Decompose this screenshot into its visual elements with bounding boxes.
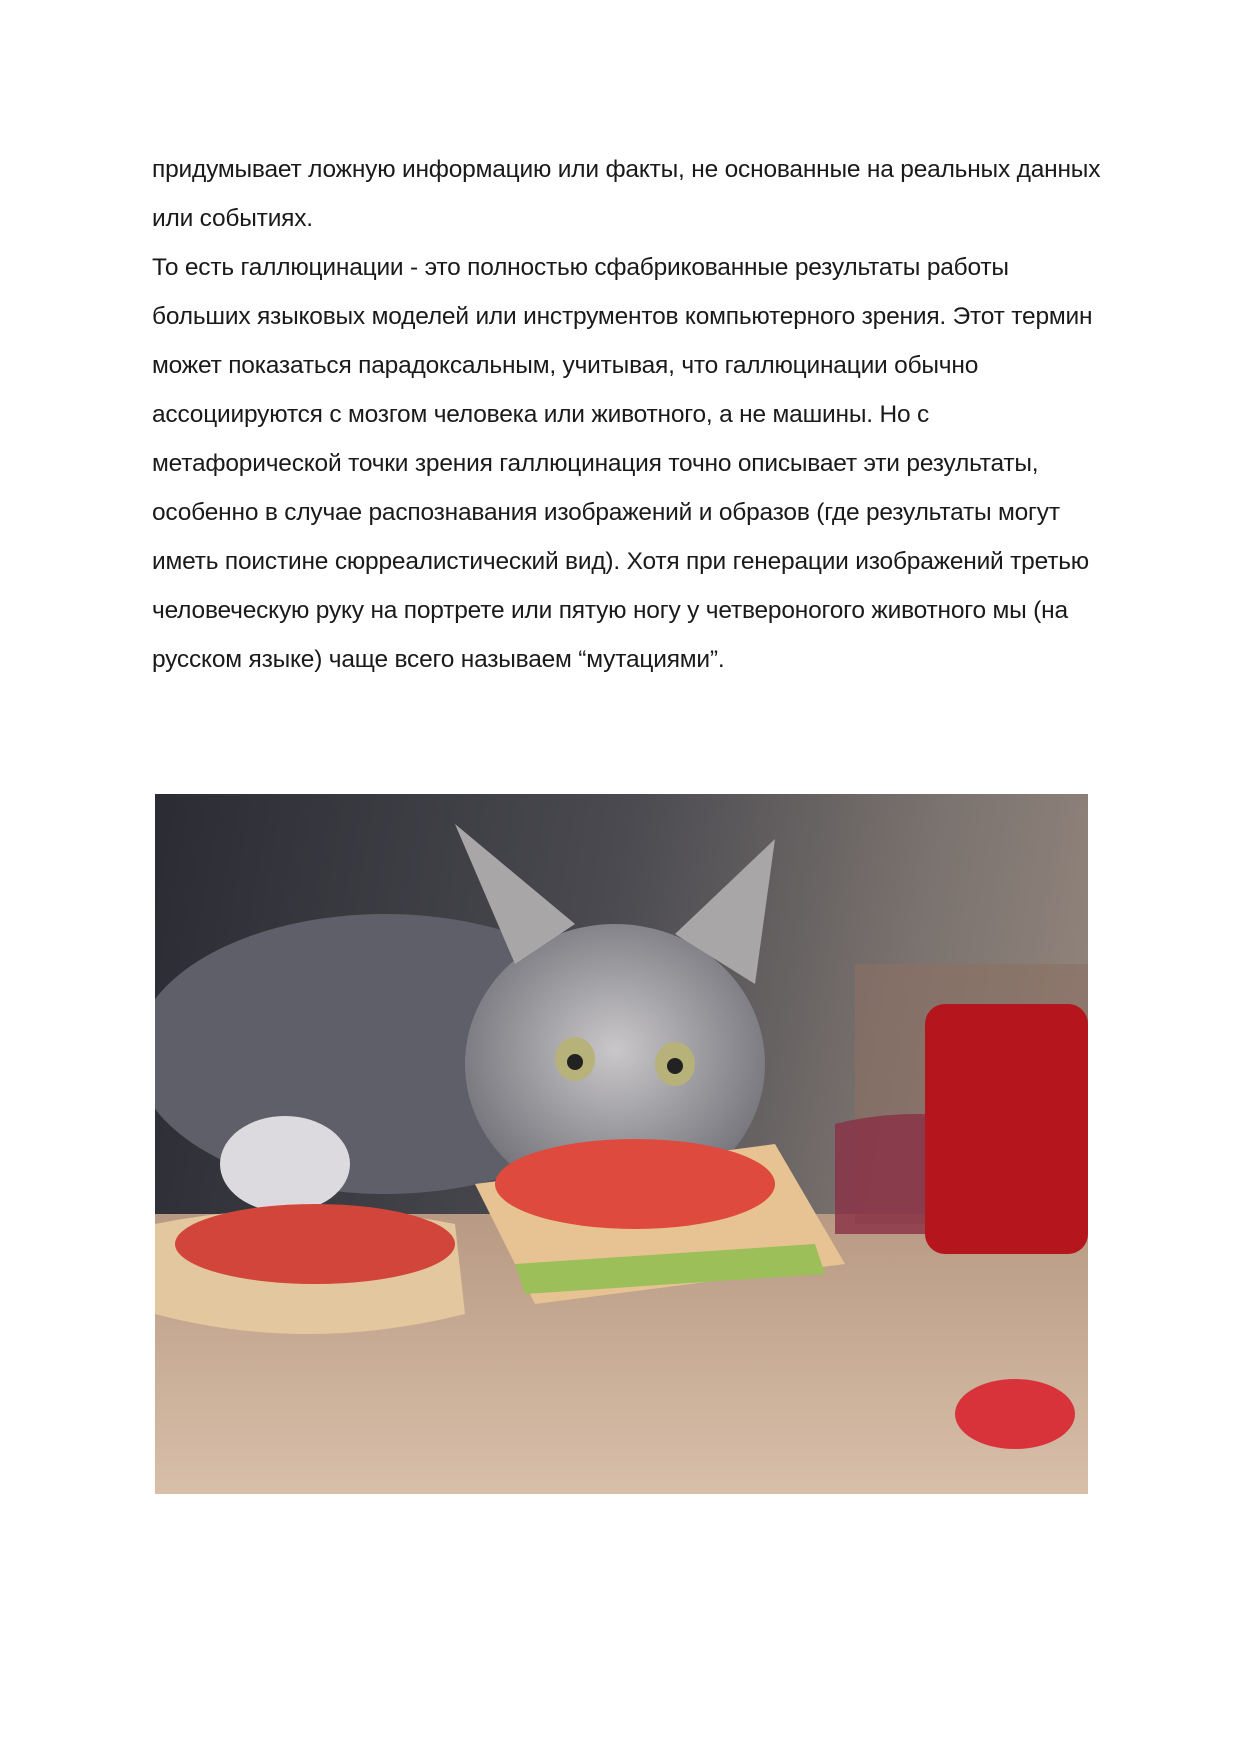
- kitten-eating-sandwich-image: [155, 794, 1088, 1494]
- paragraph: То есть галлюцинации - это полностью сфабрикованные результаты работы больших языковых моделей или инструментов компьютерного зрения. Этот термин может показаться парадоксальным, учитывая, что галлюцинации обычно ассоциируются с мозгом человека или животного, а не машины. Но с метафорической точки зрения галлюцинация точно описывает эти результаты, особенно в случае распознавания изображений и образов (где результаты могут иметь поистине сюрреалистический вид). Хотя при генерации изображений третью человеческую руку на портрете или пятую ногу у четвероногого животного мы (на русском языке) чаще всего называем “мутациями”.: [152, 254, 1093, 673]
- paragraph: придумывает ложную информацию или факты, не основанные на реальных данных или событиях.: [152, 156, 1101, 232]
- body-text: [152, 145, 1112, 684]
